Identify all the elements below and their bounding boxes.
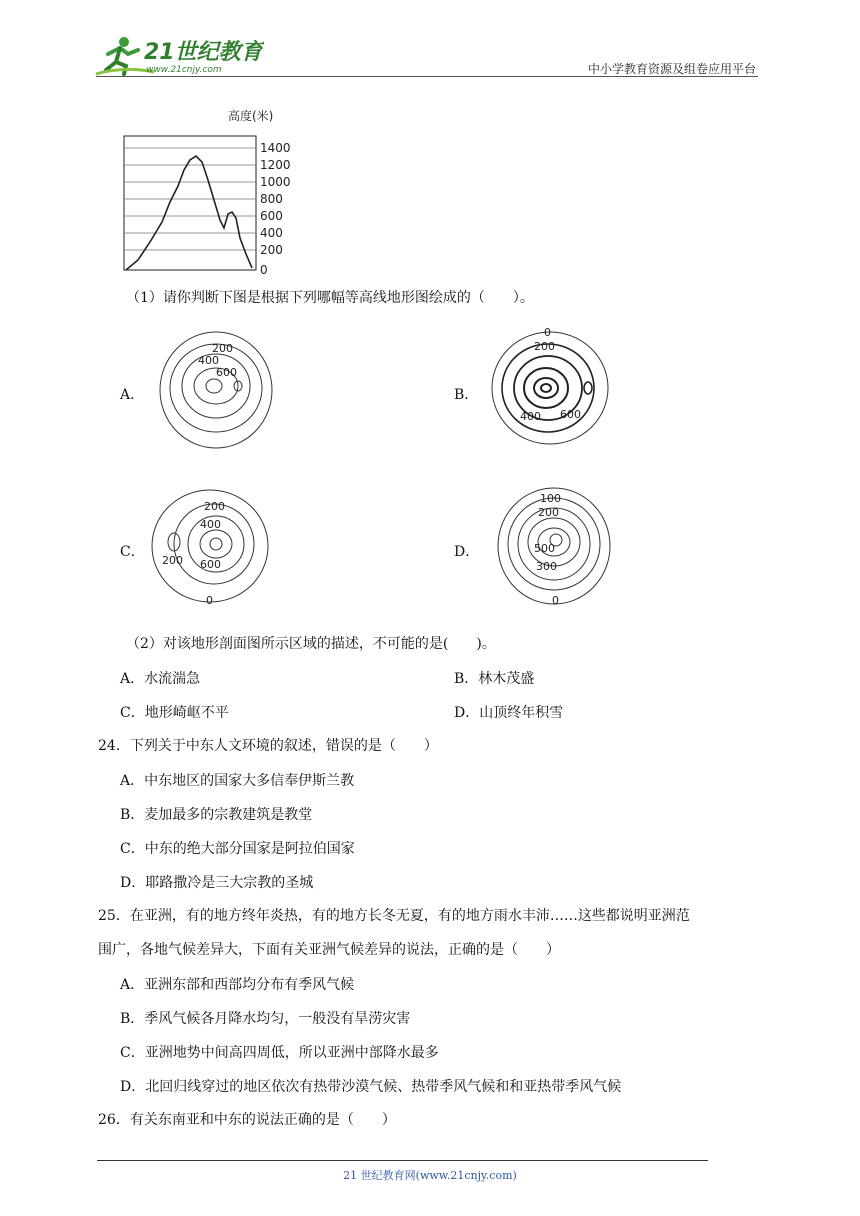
q23-1-option-b-label[interactable]: B． — [454, 387, 479, 403]
q23-1-option-c-label[interactable]: C． — [120, 544, 145, 560]
map-b-label-400: 400 — [520, 410, 541, 423]
header-platform-text: 中小学教育资源及组卷应用平台 — [587, 62, 756, 76]
y-tick-1200: 1200 — [260, 158, 291, 172]
q25-option-a[interactable]: A．亚洲东部和西部均分布有季风气候 — [120, 977, 355, 993]
profile-y-title: 高度(米) — [228, 109, 274, 123]
terrain-profile-chart — [110, 104, 300, 280]
y-tick-200: 200 — [260, 243, 283, 257]
y-tick-800: 800 — [260, 192, 283, 206]
map-b-label-600: 600 — [560, 408, 581, 421]
y-tick-600: 600 — [260, 209, 283, 223]
map-c-label-0: 0 — [206, 594, 213, 607]
map-a-label-600: 600 — [216, 366, 237, 379]
q24-option-d[interactable]: D．耶路撒冷是三大宗教的圣城 — [120, 875, 314, 891]
contour-map-c[interactable] — [148, 484, 272, 608]
map-d-label-500: 500 — [534, 542, 555, 555]
map-c-label-200: 200 — [204, 500, 225, 513]
q23-2-stem: （2）对该地形剖面图所示区域的描述，不可能的是( )。 — [126, 636, 496, 652]
q23-1-option-a-label[interactable]: A． — [120, 387, 145, 403]
contour-map-d[interactable] — [494, 482, 614, 608]
map-a-label-200: 200 — [212, 342, 233, 355]
q24-option-b[interactable]: B．麦加最多的宗教建筑是教堂 — [120, 807, 313, 823]
y-tick-1000: 1000 — [260, 175, 291, 189]
map-d-label-200: 200 — [538, 506, 559, 519]
header-divider — [96, 76, 758, 77]
q23-2-option-b[interactable]: B．林木茂盛 — [454, 671, 535, 687]
q25-stem-line2: 围广，各地气候差异大，下面有关亚洲气候差异的说法，正确的是（ ） — [98, 942, 560, 958]
q23-2-option-c[interactable]: C．地形崎岖不平 — [120, 705, 229, 721]
map-d-label-300: 300 — [536, 560, 557, 573]
y-tick-0: 0 — [260, 263, 268, 277]
site-logo — [94, 32, 264, 82]
q25-option-c[interactable]: C．亚洲地势中间高四周低，所以亚洲中部降水最多 — [120, 1045, 439, 1061]
map-c-label-200-left: 200 — [162, 554, 183, 567]
q23-2-option-d[interactable]: D．山顶终年积雪 — [454, 705, 564, 721]
q25-option-b[interactable]: B．季风气候各月降水均匀，一般没有旱涝灾害 — [120, 1011, 411, 1027]
logo-url: www.21cnjy.com — [146, 65, 222, 75]
q25-option-d[interactable]: D．北回归线穿过的地区依次有热带沙漠气候、热带季风气候和和亚热带季风气候 — [120, 1079, 622, 1095]
q25-stem-line1: 25．在亚洲，有的地方终年炎热，有的地方长冬无夏，有的地方雨水丰沛……这些都说明亚洲范 — [98, 908, 690, 924]
q23-2-option-a[interactable]: A．水流湍急 — [120, 671, 201, 687]
q24-stem: 24．下列关于中东人文环境的叙述，错误的是（ ） — [98, 738, 438, 754]
contour-map-b[interactable] — [490, 322, 614, 452]
q23-1-stem: （1）请你判断下图是根据下列哪幅等高线地形图绘成的（ ）。 — [126, 290, 534, 306]
contour-map-a[interactable] — [158, 330, 274, 450]
q24-option-c[interactable]: C．中东的绝大部分国家是阿拉伯国家 — [120, 841, 355, 857]
map-c-label-600: 600 — [200, 558, 221, 571]
footer-divider — [97, 1160, 708, 1161]
footer-text[interactable]: 21 世纪教育网(www.21cnjy.com) — [343, 1169, 517, 1182]
logo-runner-icon — [94, 32, 264, 78]
q26-stem: 26．有关东南亚和中东的说法正确的是（ ） — [98, 1112, 396, 1128]
map-b-label-0: 0 — [544, 326, 551, 339]
map-c-label-400: 400 — [200, 518, 221, 531]
q24-option-a[interactable]: A．中东地区的国家大多信奉伊斯兰教 — [120, 773, 355, 789]
map-a-label-400: 400 — [198, 354, 219, 367]
q23-1-option-d-label[interactable]: D． — [454, 544, 480, 560]
y-tick-400: 400 — [260, 226, 283, 240]
logo-text: 21世纪教育 — [144, 40, 263, 65]
map-b-label-200: 200 — [534, 340, 555, 353]
map-d-label-0: 0 — [552, 594, 559, 607]
y-tick-1400: 1400 — [260, 141, 291, 155]
map-d-label-100: 100 — [540, 492, 561, 505]
